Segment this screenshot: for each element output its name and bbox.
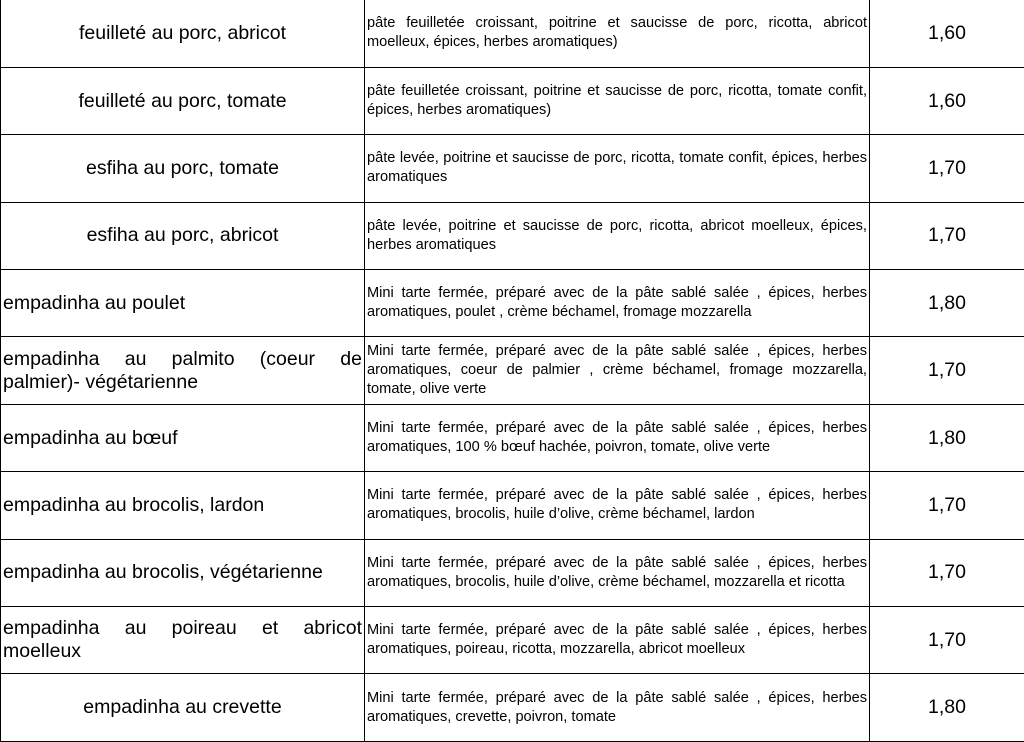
product-name: empadinha au poireau et abricot moelleux — [1, 607, 365, 674]
product-name: empadinha au bœuf — [1, 404, 365, 471]
product-name: feuilleté au porc, tomate — [1, 67, 365, 134]
product-description: pâte levée, poitrine et saucisse de porc, ricotta, abricot moelleux, épices, herbes aromatiques — [365, 202, 870, 269]
table-row — [1, 135, 1024, 202]
table-row — [1, 539, 1024, 606]
table-row — [1, 607, 1024, 674]
product-description: pâte feuilletée croissant, poitrine et saucisse de porc, ricotta, tomate confit, épices, herbes aromatiques) — [365, 67, 870, 134]
product-price: 1,70 — [870, 202, 1024, 269]
table-row — [1, 202, 1024, 269]
product-description: Mini tarte fermée, préparé avec de la pâte sablé salée , épices, herbes aromatiques, brocolis, huile d’olive, crème béchamel, mozzarella et ricotta — [365, 539, 870, 606]
product-name: empadinha au poulet — [1, 270, 365, 337]
table-row — [1, 0, 1024, 67]
product-description: Mini tarte fermée, préparé avec de la pâte sablé salée , épices, herbes aromatiques, 100 % bœuf hachée, poivron, tomate, olive verte — [365, 404, 870, 471]
product-description: pâte levée, poitrine et saucisse de porc, ricotta, tomate confit, épices, herbes aromatiques — [365, 135, 870, 202]
product-price: 1,80 — [870, 270, 1024, 337]
product-price: 1,70 — [870, 337, 1024, 404]
product-name: empadinha au brocolis, végétarienne — [1, 539, 365, 606]
product-price: 1,70 — [870, 539, 1024, 606]
product-name: esfiha au porc, abricot — [1, 202, 365, 269]
product-name: empadinha au crevette — [1, 674, 365, 741]
product-price: 1,80 — [870, 674, 1024, 741]
product-description: Mini tarte fermée, préparé avec de la pâte sablé salée , épices, herbes aromatiques, brocolis, huile d’olive, crème béchamel, lardon — [365, 472, 870, 539]
table-row — [1, 270, 1024, 337]
product-name: feuilleté au porc, abricot — [1, 0, 365, 67]
product-description: Mini tarte fermée, préparé avec de la pâte sablé salée , épices, herbes aromatiques, coeur de palmier , crème béchamel, fromage mozzarella, tomate, olive verte — [365, 337, 870, 404]
product-price: 1,80 — [870, 404, 1024, 471]
table-row — [1, 472, 1024, 539]
table-row — [1, 674, 1024, 741]
product-name: empadinha au palmito (coeur de palmier)- végétarienne — [1, 337, 365, 404]
table-row — [1, 337, 1024, 404]
product-price: 1,60 — [870, 0, 1024, 67]
product-price: 1,60 — [870, 67, 1024, 134]
product-description: Mini tarte fermée, préparé avec de la pâte sablé salée , épices, herbes aromatiques, crevette, poivron, tomate — [365, 674, 870, 741]
table-row — [1, 404, 1024, 471]
product-name: esfiha au porc, tomate — [1, 135, 365, 202]
product-price: 1,70 — [870, 607, 1024, 674]
product-description: pâte feuilletée croissant, poitrine et saucisse de porc, ricotta, abricot moelleux, épices, herbes aromatiques) — [365, 0, 870, 67]
product-name: empadinha au brocolis, lardon — [1, 472, 365, 539]
product-description: Mini tarte fermée, préparé avec de la pâte sablé salée , épices, herbes aromatiques, poulet , crème béchamel, fromage mozzarella — [365, 270, 870, 337]
table-row — [1, 67, 1024, 134]
product-price: 1,70 — [870, 472, 1024, 539]
product-description: Mini tarte fermée, préparé avec de la pâte sablé salée , épices, herbes aromatiques, poireau, ricotta, mozzarella, abricot moelleux — [365, 607, 870, 674]
product-price: 1,70 — [870, 135, 1024, 202]
